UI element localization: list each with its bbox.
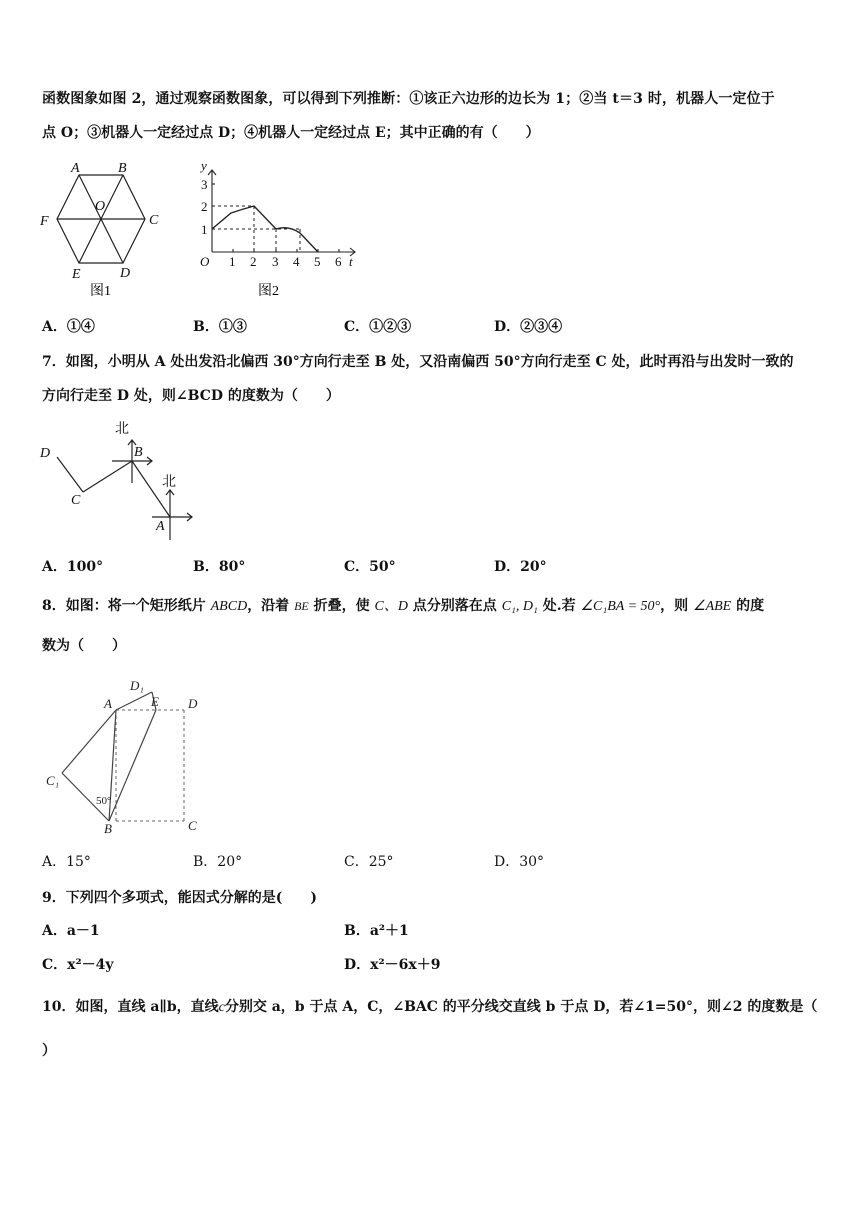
- y-tick-3: 3: [201, 177, 208, 192]
- q10-text-b: 分别交 a，b 于点 A，C，∠BAC 的平分线交直线 b 于点 D，若∠1=50°，则∠2 的度数是（: [224, 999, 818, 1015]
- q10-line2: ）: [42, 1043, 56, 1059]
- q8-text-b: ，沿着: [247, 598, 295, 614]
- q6-line1: 函数图象如图 2，通过观察函数图象，可以得到下列推断：①该正六边形的边长为 1；②当 t＝3 时，机器人一定位于: [42, 91, 775, 107]
- q6-option-b: B．①③: [193, 319, 247, 335]
- fold-label-A: A: [104, 696, 112, 711]
- hex-label-F: F: [40, 214, 49, 229]
- q6-option-d: D．②③④: [494, 319, 563, 335]
- fold-label-D: D: [188, 696, 198, 711]
- q9-option-a: A．a－1: [42, 923, 100, 939]
- hex-label-E: E: [72, 267, 81, 282]
- fold-label-C1: C₁: [46, 773, 60, 788]
- q8-line1: [42, 596, 764, 617]
- x-tick-4: 4: [293, 254, 300, 269]
- t-axis-label: t: [349, 254, 353, 269]
- fold-angle-label: 50°: [96, 795, 112, 807]
- hex-label-A: A: [71, 161, 80, 176]
- fold-label-C: C: [188, 818, 197, 833]
- q7-line1: 7．如图，小明从 A 处出发沿北偏西 30°方向行走至 B 处，又沿南偏西 50°方向行走至 C 处，此时再沿与出发时一致的: [42, 354, 794, 370]
- q10-line-c: c: [218, 1000, 225, 1015]
- q8-fold-line: BE: [294, 599, 309, 613]
- q7-option-c: C．50°: [344, 559, 396, 575]
- north-label-a: 北: [162, 475, 176, 490]
- function-graph: [195, 155, 365, 300]
- q8-option-a: A．15°: [42, 854, 91, 870]
- q8-text-d: 点分别落在点: [407, 598, 502, 614]
- q8-text-a: 8．如图：将一个矩形纸片: [42, 598, 211, 614]
- q8-angle: ∠C₁BA = 50°: [580, 599, 661, 614]
- q7-line2: 方向行走至 D 处，则∠BCD 的度数为（ ）: [42, 388, 340, 404]
- dir-label-D: D: [40, 446, 51, 461]
- fig1-caption: 图1: [90, 284, 111, 299]
- graph-curve: [212, 206, 318, 252]
- q8-option-b: B．20°: [193, 854, 243, 870]
- y-tick-1: 1: [201, 222, 208, 237]
- fold-label-D1: D₁: [130, 678, 144, 693]
- hex-label-D: D: [120, 266, 131, 281]
- x-tick-5: 5: [314, 254, 321, 269]
- hex-label-C: C: [149, 213, 159, 228]
- x-tick-1: 1: [229, 254, 236, 269]
- fold-label-E: E: [151, 694, 159, 709]
- q9-option-d: D．x²－6x＋9: [344, 957, 441, 973]
- x-tick-3: 3: [272, 254, 279, 269]
- hex-label-O: O: [95, 199, 106, 214]
- q8-points: C、D: [374, 599, 408, 614]
- x-tick-6: 6: [335, 254, 342, 269]
- q7-option-a: A．100°: [42, 559, 104, 575]
- dir-label-A: A: [156, 519, 165, 534]
- direction-figure: [36, 415, 206, 545]
- q8-line2: 数为（ ）: [42, 638, 126, 654]
- north-label-b: 北: [115, 422, 129, 437]
- q9-option-b: B．a²＋1: [344, 923, 409, 939]
- fold-label-B: B: [104, 821, 112, 836]
- q9-option-c: C．x²－4y: [42, 957, 114, 973]
- dir-label-B: B: [134, 445, 143, 460]
- fig2-caption: 图2: [258, 284, 279, 299]
- q10-line1: [42, 997, 817, 1018]
- x-tick-2: 2: [250, 254, 257, 269]
- q6-option-c: C．①②③: [344, 319, 412, 335]
- q10-text-a: 10．如图，直线 a∥b，直线: [42, 999, 219, 1015]
- dir-label-C: C: [71, 493, 81, 508]
- y-axis-label: y: [201, 158, 207, 173]
- hex-label-B: B: [118, 161, 127, 176]
- q7-option-d: D．20°: [494, 559, 547, 575]
- y-tick-2: 2: [201, 199, 208, 214]
- q8-text-e: 处.若: [537, 598, 581, 614]
- q8-rect-name: ABCD: [210, 599, 248, 614]
- hexagon-figure: [36, 158, 176, 298]
- q8-text-c: 折叠，使: [308, 598, 375, 614]
- q6-option-a: A．①④: [42, 319, 95, 335]
- q7-option-b: B．80°: [193, 559, 246, 575]
- q8-text-g: 的度: [731, 598, 765, 614]
- origin-label: O: [200, 254, 210, 269]
- q8-c1d1: C₁, D₁: [501, 599, 538, 614]
- q8-option-c: C．25°: [344, 854, 394, 870]
- q8-text-f: ，则: [660, 598, 694, 614]
- q8-ask-angle: ∠ABE: [693, 599, 732, 614]
- folded-rectangle-figure: [40, 672, 215, 837]
- q6-line2: 点 O；③机器人一定经过点 D；④机器人一定经过点 E；其中正确的有（ ）: [42, 125, 540, 141]
- q8-option-d: D．30°: [494, 854, 545, 870]
- q9-line: 9．下列四个多项式，能因式分解的是( ): [42, 890, 317, 906]
